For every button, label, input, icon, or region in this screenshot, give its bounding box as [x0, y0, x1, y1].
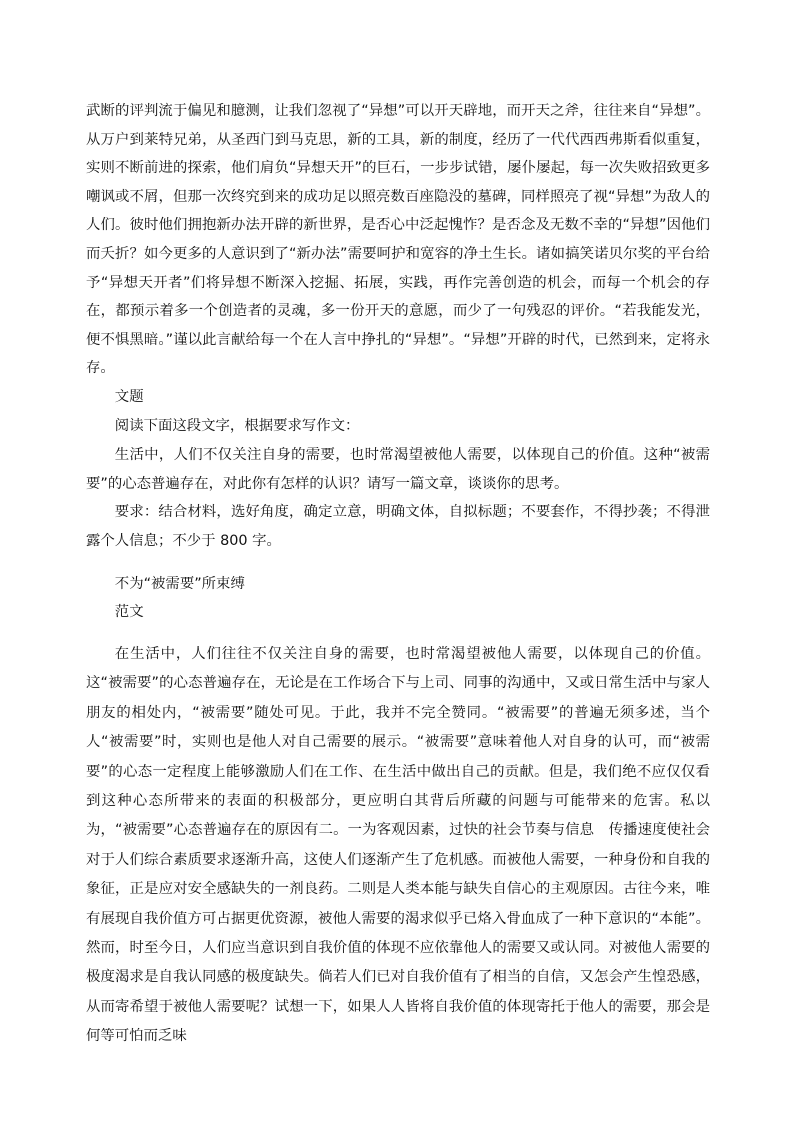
prompt-paragraph: 生活中，人们不仅关注自身的需要，也时常渴望被他人需要，以体现自己的价值。这种“被需要”的心态普遍存在，对此你有怎样的认识？请写一篇文章，谈谈你的思考。: [86, 447, 710, 492]
model-essay-paragraph: 在生活中，人们往往不仅关注自身的需要，也时常渴望被他人需要，以体现自己的价值。这“被需要”的心态普遍存在，无论是在工作场合下与上司、同事的沟通中，又或日常生活中与家人朋友的相处内，“被需要”随处可见。于此，我并不完全赞同。“被需要”的普遍无须多述，当个人“被需要”时，实则也是他人对自己需要的展示。“被需要”意味着他人对自身的认可，而“被需要”的心态一定程度上能够激励人们在工作、在生活中做出自己的贡献。但是，我们绝不应仅仅看到这种心态所带来的表面的积极部分，更应明白其背后所藏的问题与可能带来的危害。私以为，“被需要”心态普遍存在的原因有二。一为客观因素，过快的社会节奏与信息 传播速度使社会对于人们综合素质要求逐渐升高，这使人们逐渐产生了危机感。而被他人需要，一种身份和自我的象征，正是应对安全感缺失的一剂良药。二则是人类本能与缺失自信心的主观原因。古往今来，唯有展现自我价值方可占据更优资源，被他人需要的渴求似乎已烙入骨血成了一种下意识的“本能”。然而，时至今日，人们应当意识到自我价值的体现不应依靠他人的需要又或认同。对被他人需要的极度渴求是自我认同感的极度缺失。倘若人们已对自我价值有了相当的自信，又怎会产生惶恐感，从而寄希望于被他人需要呢？试想一下，如果人人皆将自我价值的体现寄托于他人的需要，那会是何等可怕而乏味: [86, 646, 710, 1045]
continuation-paragraph: 武断的评判流于偏见和臆测，让我们忽视了“异想”可以开天辟地，而开天之斧，往往来自“异想”。从万户到莱特兄弟，从圣西门到马克思，新的工具，新的制度，经历了一代代西西弗斯看似重复，实则不断前进的探索，他们肩负“异想天开”的巨石，一步步试错，屡仆屡起，每一次失败招致更多嘲讽或不屑，但那一次终究到来的成功足以照亮数百座隐没的墓碑，同样照亮了视“异想”为敌人的人们。彼时他们拥抱新办法开辟的新世界，是否心中泛起愧怍？是否念及无数不幸的“异想”因他们而夭折？如今更多的人意识到了“新办法”需要呵护和宽容的净土生长。诸如搞笑诺贝尔奖的平台给予“异想天开者”们将异想不断深入挖掘、拓展，实践，再作完善创造的机会，而每一个机会的存在，都预示着多一个创造者的灵魂，多一份开天的意愿，而少了一句残忍的评价。“若我能发光，便不惧黑暗。”谨以此言献给每一个在人言中挣扎的“异想”。“异想”开辟的时代，已然到来，定将永存。: [86, 103, 710, 377]
label-wenti: 文题: [114, 389, 144, 405]
essay-title: 不为“被需要”所束缚: [114, 576, 245, 592]
requirements-paragraph: 要求：结合材料，选好角度，确定立意，明确文体，自拟标题；不要套作，不得抄袭；不得泄露个人信息；不少于 800 字。: [86, 504, 710, 549]
instruction: 阅读下面这段文字，根据要求写作文：: [114, 418, 360, 434]
label-fanwen: 范文: [114, 604, 144, 620]
